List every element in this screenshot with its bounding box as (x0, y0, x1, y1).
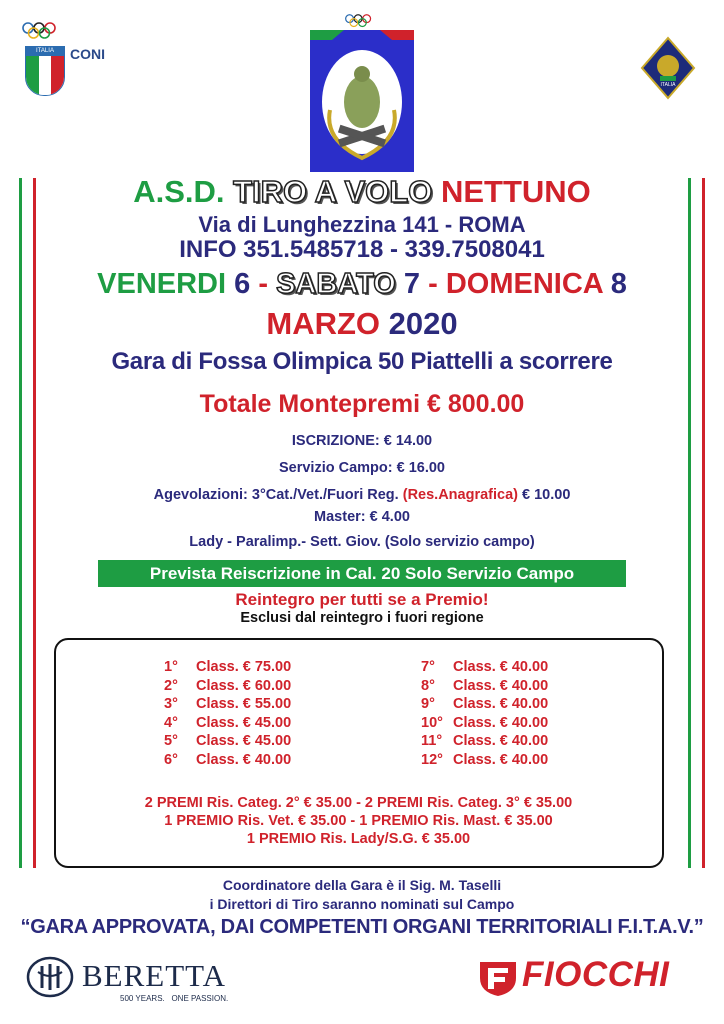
prizes-right-column (421, 658, 548, 769)
date-6: 6 (234, 268, 251, 300)
fiocchi-name: FIOCCHI (522, 955, 670, 994)
coni-country: ITALIA (26, 47, 64, 56)
approval-statement: “GARA APPROVATA, DAI COMPETENTI ORGANI TERRITORIALI F.I.T.A.V.” (20, 916, 704, 938)
special-prize-line: 2 PREMI Ris. Categ. 2° € 35.00 - 2 PREMI Ris. Categ. 3° € 35.00 (144, 795, 573, 811)
prize-row: 8° Class. € 40.00 (421, 677, 549, 694)
day-saturday: SABATO (276, 268, 396, 300)
club-prefix: A.S.D. (133, 174, 225, 209)
club-emblem (310, 14, 414, 172)
fitav-badge-icon (640, 36, 696, 100)
year: 2020 (388, 306, 458, 341)
event-month-year (0, 306, 724, 342)
prize-box (54, 638, 664, 868)
reintegro-note: Reintegro per tutti se a Premio! (235, 590, 489, 609)
info-phones: INFO 351.5485718 - 339.7508041 (179, 236, 545, 263)
olympic-rings-icon (22, 22, 66, 40)
beretta-logo (26, 956, 256, 1008)
esclusi-note: Esclusi dal reintegro i fuori regione (240, 610, 484, 626)
prize-row: 1° Class. € 75.00 (164, 659, 292, 675)
club-place: NETTUNO (440, 174, 591, 209)
prize-row: 4° Class. € 45.00 (164, 714, 292, 731)
fiocchi-emblem-icon (478, 958, 518, 998)
prize-row: 11° Class. € 40.00 (421, 733, 549, 749)
special-prize-line: 1 PREMIO Ris. Vet. € 35.00 - 1 PREMIO Ris. Mast. € 35.00 (164, 813, 553, 829)
fee-iscrizione: ISCRIZIONE: € 14.00 (291, 433, 433, 449)
trap-shooter-emblem-icon (310, 30, 414, 172)
coni-name: CONI (70, 46, 105, 62)
fee-master: Master: € 4.00 (314, 509, 410, 525)
beretta-tagline: 500 YEARS. ONE PASSION. (120, 994, 229, 1003)
club-title (0, 174, 724, 210)
fitav-badge (640, 36, 696, 100)
prize-row: 2° Class. € 60.00 (164, 677, 292, 694)
event-dates (0, 268, 724, 301)
fee-agevolazioni (0, 487, 724, 503)
agevolazioni-res: (Res.Anagrafica) (402, 487, 518, 503)
coni-tricolor (26, 56, 64, 95)
beretta-emblem-icon (26, 956, 74, 998)
prize-row: 3° Class. € 55.00 (164, 696, 292, 712)
coni-logo (22, 22, 132, 97)
prize-row: 6° Class. € 40.00 (164, 751, 292, 768)
prize-row: 10° Class. € 40.00 (421, 714, 549, 731)
fiocchi-logo (478, 956, 700, 1002)
club-name: TIRO A VOLO (233, 174, 433, 209)
day-friday: VENERDI (97, 268, 227, 300)
date-separator: - (428, 268, 438, 300)
reiscrizione-banner: Prevista Reiscrizione in Cal. 20 Solo Servizio Campo (98, 560, 626, 587)
special-prizes (56, 794, 661, 848)
directors: i Direttori di Tiro saranno nominati sul Campo (209, 896, 515, 912)
fitav-badge-text: ITALIA (660, 82, 676, 88)
prizes-left-column (164, 658, 291, 769)
prize-row: 12° Class. € 40.00 (421, 751, 549, 768)
date-8: 8 (610, 268, 627, 300)
fee-servizio-campo: Servizio Campo: € 16.00 (278, 460, 445, 476)
prize-row: 7° Class. € 40.00 (421, 659, 549, 675)
address: Via di Lunghezzina 141 - ROMA (198, 212, 526, 237)
agevolazioni-label: Agevolazioni: 3°Cat./Vet./Fuori Reg. (153, 487, 399, 503)
beretta-name: BERETTA (82, 958, 227, 993)
total-prize: Totale Montepremi € 800.00 (199, 390, 525, 418)
agevolazioni-amount: € 10.00 (522, 487, 571, 503)
olympic-rings-icon (344, 14, 380, 28)
fee-lady: Lady - Paralimp.- Sett. Giov. (Solo servizio campo) (189, 534, 535, 550)
day-sunday: DOMENICA (445, 268, 603, 300)
date-separator: - (258, 268, 268, 300)
prize-row: 5° Class. € 45.00 (164, 733, 292, 749)
special-prize-line: 1 PREMIO Ris. Lady/S.G. € 35.00 (246, 831, 471, 847)
coni-shield (25, 46, 65, 96)
coordinator: Coordinatore della Gara è il Sig. M. Taselli (222, 877, 502, 893)
date-7: 7 (403, 268, 421, 300)
event-title: Gara di Fossa Olimpica 50 Piattelli a scorrere (111, 348, 613, 375)
prize-row: 9° Class. € 40.00 (421, 696, 549, 712)
month: MARZO (266, 306, 381, 341)
